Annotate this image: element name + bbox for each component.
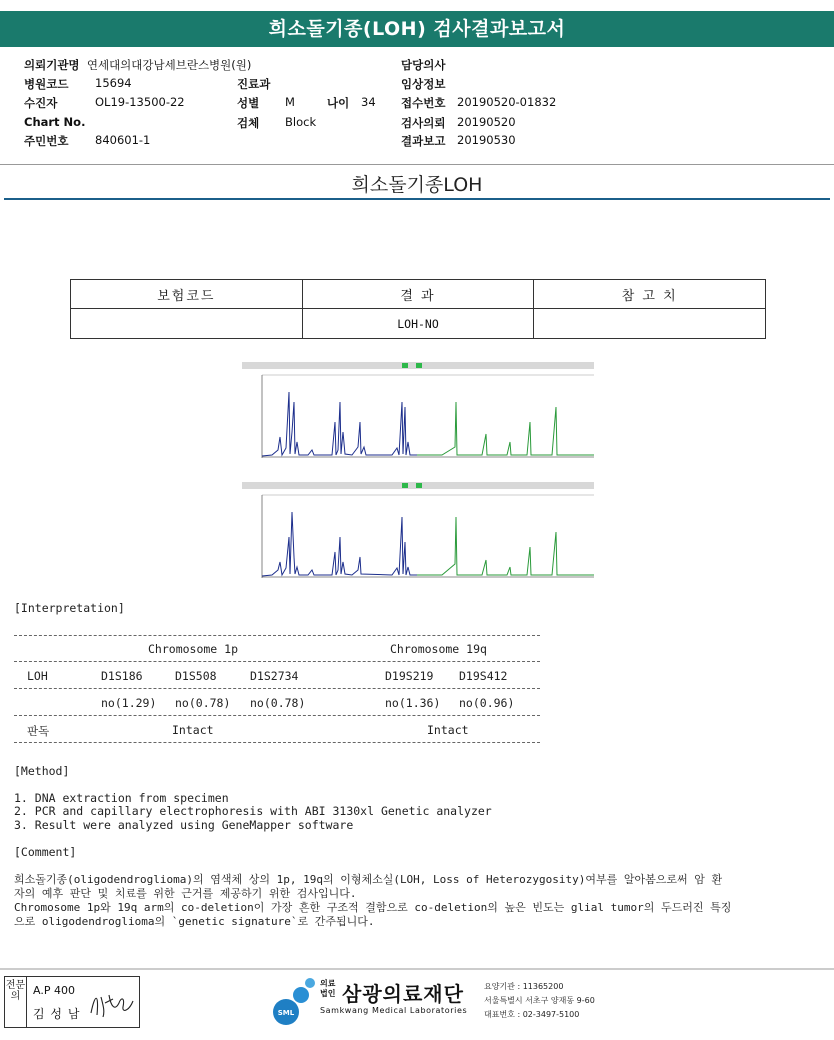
pathologist-name: 김 성 남 (33, 1007, 81, 1021)
field-age: 나이 34 (327, 95, 376, 110)
value-d19s219: no(1.36) (385, 696, 441, 710)
field-receipt-no: 접수번호 20190520-01832 (401, 95, 557, 110)
judgement-19q: Intact (427, 723, 469, 737)
org-name: 삼광의료재단 (342, 982, 464, 1006)
field-specimen: 검체 Block (237, 115, 317, 130)
marker-d1s2734: D1S2734 (250, 669, 299, 683)
section-underline (4, 198, 830, 200)
comment-line: Chromosome 1p와 19q arm의 co-deletion이 가장 흔한 구조적 결함으로 co-deletion의 높은 빈도는 glial tumor의 두드러진 특징 (14, 901, 732, 914)
marker-d19s412: D19S412 (459, 669, 508, 683)
electropherogram-tumor (242, 362, 594, 458)
insurance-table (70, 279, 766, 339)
col-header-reference: 참 고 치 (534, 280, 766, 309)
col-header-code: 보험코드 (71, 280, 303, 309)
handwritten-signature (89, 989, 135, 1019)
section-title: 희소돌기종LOH (351, 174, 483, 196)
field-doctor: 담당의사 (401, 58, 446, 72)
marker-d19s219: D19S219 (385, 669, 434, 683)
cell-reference (534, 309, 766, 339)
dash-line (14, 742, 540, 743)
svg-text:SML: SML (277, 1009, 295, 1017)
value-d1s2734: no(0.78) (250, 696, 306, 710)
dash-line (14, 661, 540, 662)
marker-d1s186: D1S186 (101, 669, 143, 683)
comment-line: 으로 oligodendroglioma의 `genetic signature`로 간주됩니다. (14, 915, 375, 928)
org-type: 의료법인 (320, 979, 336, 998)
electropherogram-normal (242, 482, 594, 578)
judgement-label: 판독 (27, 724, 50, 738)
col-header-result: 결 과 (302, 280, 534, 309)
comment-heading: [Comment] (14, 845, 77, 859)
loh-label: LOH (27, 669, 48, 683)
value-d1s508: no(0.78) (175, 696, 231, 710)
field-sex: 성별 M (237, 95, 295, 110)
phone-number: 대표번호 : 02-3497-5100 (484, 1010, 580, 1019)
field-hospital-code: 병원코드 15694 (24, 76, 132, 91)
value-d1s186: no(1.29) (101, 696, 157, 710)
method-heading: [Method] (14, 764, 70, 778)
value-d19s412: no(0.96) (459, 696, 515, 710)
field-department: 진료과 (237, 77, 271, 91)
chromosome-1p-heading: Chromosome 1p (148, 642, 239, 656)
cell-result: LOH-NO (302, 309, 534, 339)
field-request-date: 검사의뢰 20190520 (401, 115, 516, 130)
header-divider (0, 164, 834, 165)
judgement-1p: Intact (172, 723, 214, 737)
institution-code: 요양기관 : 11365200 (484, 982, 564, 991)
ap-number: A.P 400 (33, 984, 75, 997)
marker-d1s508: D1S508 (175, 669, 217, 683)
field-patient: 수진자 OL19-13500-22 (24, 95, 185, 110)
field-institution: 의뢰기관명 연세대의대강남세브란스병원(원) (24, 58, 252, 72)
interpretation-heading: [Interpretation] (14, 601, 125, 615)
dash-line (14, 715, 540, 716)
org-english-name: Samkwang Medical Laboratories (320, 1006, 468, 1015)
dash-line (14, 688, 540, 689)
sml-logo-icon (272, 976, 322, 1028)
report-title: 희소돌기종(LOH) 검사결과보고서 (0, 11, 834, 47)
field-clinical-info: 임상정보 (401, 77, 446, 91)
chromosome-19q-heading: Chromosome 19q (390, 642, 487, 656)
footer-divider (0, 968, 834, 970)
cell-code (71, 309, 303, 339)
method-line: 2. PCR and capillary electrophoresis with ABI 3130xl Genetic analyzer (14, 804, 492, 818)
method-line: 1. DNA extraction from specimen (14, 791, 229, 805)
field-chart-no: Chart No. (24, 115, 86, 129)
dash-line (14, 635, 540, 636)
field-resident-no: 주민번호 840601-1 (24, 133, 151, 148)
signature-box (4, 976, 140, 1028)
comment-line: 자의 예후 판단 및 치료를 위한 근거를 제공하기 위한 검사입니다. (14, 887, 357, 900)
specialist-label: 전문의 (5, 977, 27, 1027)
method-line: 3. Result were analyzed using GeneMapper software (14, 818, 354, 832)
field-report-date: 결과보고 20190530 (401, 133, 516, 148)
address: 서울특별시 서초구 양재동 9-60 (484, 996, 595, 1005)
comment-line: 희소돌기종(oligodendroglioma)의 염색체 상의 1p, 19q의 이형체소실(LOH, Loss of Heterozygosity)여부를 알아봄으로써 암 환 (14, 873, 723, 886)
